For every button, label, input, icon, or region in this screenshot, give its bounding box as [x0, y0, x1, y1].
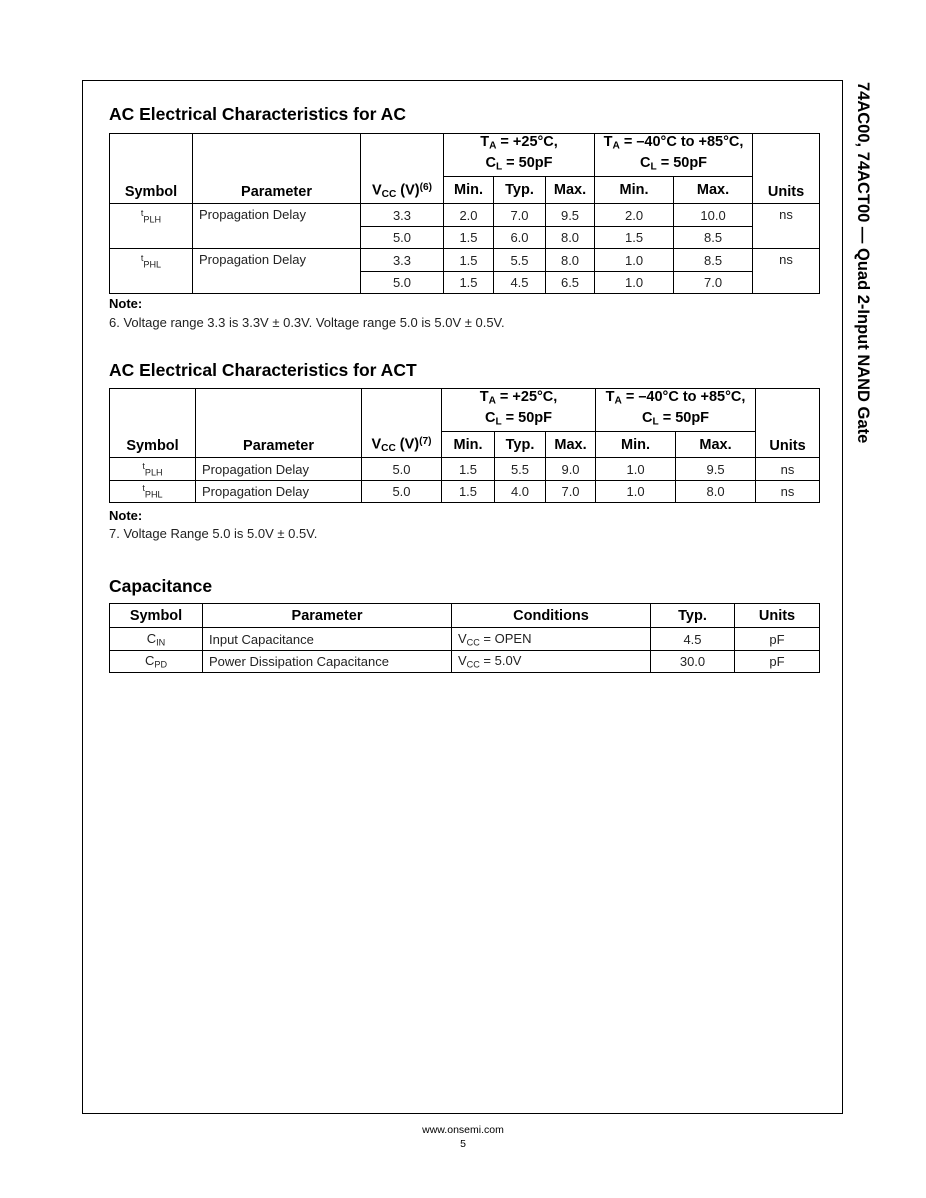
header-parameter: Parameter	[203, 604, 452, 628]
header-typ: Typ.	[651, 604, 735, 628]
table-row	[110, 651, 820, 673]
typ-cell: 4.0	[495, 481, 546, 503]
min-cell: 1.5	[444, 249, 494, 272]
typ-cell: 4.5	[651, 628, 735, 651]
typ-cell: 30.0	[651, 651, 735, 673]
vcc-cell: 5.0	[362, 458, 442, 481]
parameter-cell: Propagation Delay	[196, 458, 362, 481]
conditions-cell: $V_{CC} = 5.0V$	[452, 651, 651, 673]
vcc-cell: 3.3	[361, 204, 444, 227]
table-row	[110, 628, 820, 651]
min-cell: 1.5	[595, 227, 674, 249]
note-label: Note:	[109, 508, 143, 523]
header-vcc: $V_{CC}$ $(V)^{(7)}$	[362, 389, 442, 458]
side-title: 74AC00, 74ACT00 — Quad 2-Input NAND Gate	[854, 82, 872, 444]
table-row	[110, 204, 820, 227]
table-row	[110, 458, 820, 481]
header-conditions: Conditions	[452, 604, 651, 628]
header-symbol: Symbol	[110, 134, 193, 204]
section-title-ac: AC Electrical Characteristics for AC	[109, 104, 406, 124]
symbol-cell: $^t_{PHL}$	[110, 249, 193, 294]
units-cell: ns	[756, 458, 820, 481]
units-cell: ns	[753, 204, 820, 249]
section-title-act: AC Electrical Characteristics for ACT	[109, 360, 417, 380]
header-ta-range: $T_A = -40^\circ C$ to +85°C, $C_L = 50pF$	[595, 134, 753, 177]
header-ta-range: $T_A = -40^\circ C$ to +85°C, $C_L = 50pF$	[596, 389, 756, 432]
min-cell: 1.5	[444, 227, 494, 249]
max-cell: 7.0	[674, 272, 753, 294]
page-number: 5	[460, 1138, 466, 1150]
max-cell: 8.5	[674, 227, 753, 249]
min-cell: 1.0	[595, 272, 674, 294]
min-cell: 2.0	[444, 204, 494, 227]
min-cell: 1.0	[595, 249, 674, 272]
typ-cell: 5.5	[495, 458, 546, 481]
parameter-cell: Propagation Delay	[193, 204, 361, 249]
max-cell: 8.0	[546, 227, 595, 249]
header-symbol: Symbol	[110, 604, 203, 628]
typ-cell: 7.0	[494, 204, 546, 227]
conditions-cell: $V_{CC}$ = OPEN	[452, 628, 651, 651]
table-row	[110, 481, 820, 503]
min-cell: 2.0	[595, 204, 674, 227]
header-min: Min.	[596, 432, 676, 458]
vcc-cell: 5.0	[361, 227, 444, 249]
note-text: 7. Voltage Range 5.0 is 5.0V ± 0.5V.	[109, 526, 318, 541]
capacitance-table	[109, 603, 820, 673]
symbol-cell: $C_{PD}$	[110, 651, 203, 673]
typ-cell: 6.0	[494, 227, 546, 249]
min-cell: 1.5	[442, 481, 495, 503]
min-cell: 1.0	[596, 481, 676, 503]
parameter-cell: Propagation Delay	[193, 249, 361, 294]
header-parameter: Parameter	[193, 134, 361, 204]
section-title-capacitance: Capacitance	[109, 576, 213, 596]
header-min: Min.	[442, 432, 495, 458]
max-cell: 7.0	[546, 481, 596, 503]
header-parameter: Parameter	[196, 389, 362, 458]
vcc-cell: 5.0	[361, 272, 444, 294]
header-units: Units	[735, 604, 820, 628]
typ-cell: 4.5	[494, 272, 546, 294]
note-label: Note:	[109, 296, 143, 311]
units-cell: pF	[735, 628, 820, 651]
header-min: Min.	[444, 177, 494, 204]
symbol-cell: $C_{IN}$	[110, 628, 203, 651]
parameter-cell: Power Dissipation Capacitance	[203, 651, 452, 673]
header-max: Max.	[674, 177, 753, 204]
table-row	[110, 249, 820, 272]
max-cell: 8.0	[546, 249, 595, 272]
units-cell: pF	[735, 651, 820, 673]
symbol-cell: $^t_{PLH}$	[110, 458, 196, 481]
units-cell: ns	[753, 249, 820, 294]
parameter-cell: Input Capacitance	[203, 628, 452, 651]
parameter-cell: Propagation Delay	[196, 481, 362, 503]
vcc-cell: 3.3	[361, 249, 444, 272]
note-text: 6. Voltage range 3.3 is 3.3V ± 0.3V. Voltage range 5.0 is 5.0V ± 0.5V.	[109, 315, 505, 330]
max-cell: 10.0	[674, 204, 753, 227]
act-table	[109, 388, 820, 503]
header-units: Units	[753, 134, 820, 204]
header-typ: Typ.	[494, 177, 546, 204]
max-cell: 8.0	[676, 481, 756, 503]
header-typ: Typ.	[495, 432, 546, 458]
header-max: Max.	[546, 432, 596, 458]
max-cell: 9.0	[546, 458, 596, 481]
symbol-cell: $^t_{PHL}$	[110, 481, 196, 503]
symbol-cell: $^t_{PLH}$	[110, 204, 193, 249]
header-symbol: Symbol	[110, 389, 196, 458]
min-cell: 1.0	[596, 458, 676, 481]
header-min: Min.	[595, 177, 674, 204]
header-max: Max.	[676, 432, 756, 458]
min-cell: 1.5	[442, 458, 495, 481]
header-units: Units	[756, 389, 820, 458]
footer-url: www.onsemi.com	[422, 1124, 504, 1136]
max-cell: 9.5	[676, 458, 756, 481]
typ-cell: 5.5	[494, 249, 546, 272]
vcc-cell: 5.0	[362, 481, 442, 503]
header-ta-25: $T_A = +25^\circ C$, $C_L = 50pF$	[442, 389, 596, 432]
header-vcc: $V_{CC}$ $(V)^{(6)}$	[361, 134, 444, 204]
min-cell: 1.5	[444, 272, 494, 294]
ac-table	[109, 133, 820, 294]
header-max: Max.	[546, 177, 595, 204]
units-cell: ns	[756, 481, 820, 503]
max-cell: 8.5	[674, 249, 753, 272]
max-cell: 6.5	[546, 272, 595, 294]
max-cell: 9.5	[546, 204, 595, 227]
header-ta-25: $T_A = +25^\circ C$, $C_L = 50pF$	[444, 134, 595, 177]
